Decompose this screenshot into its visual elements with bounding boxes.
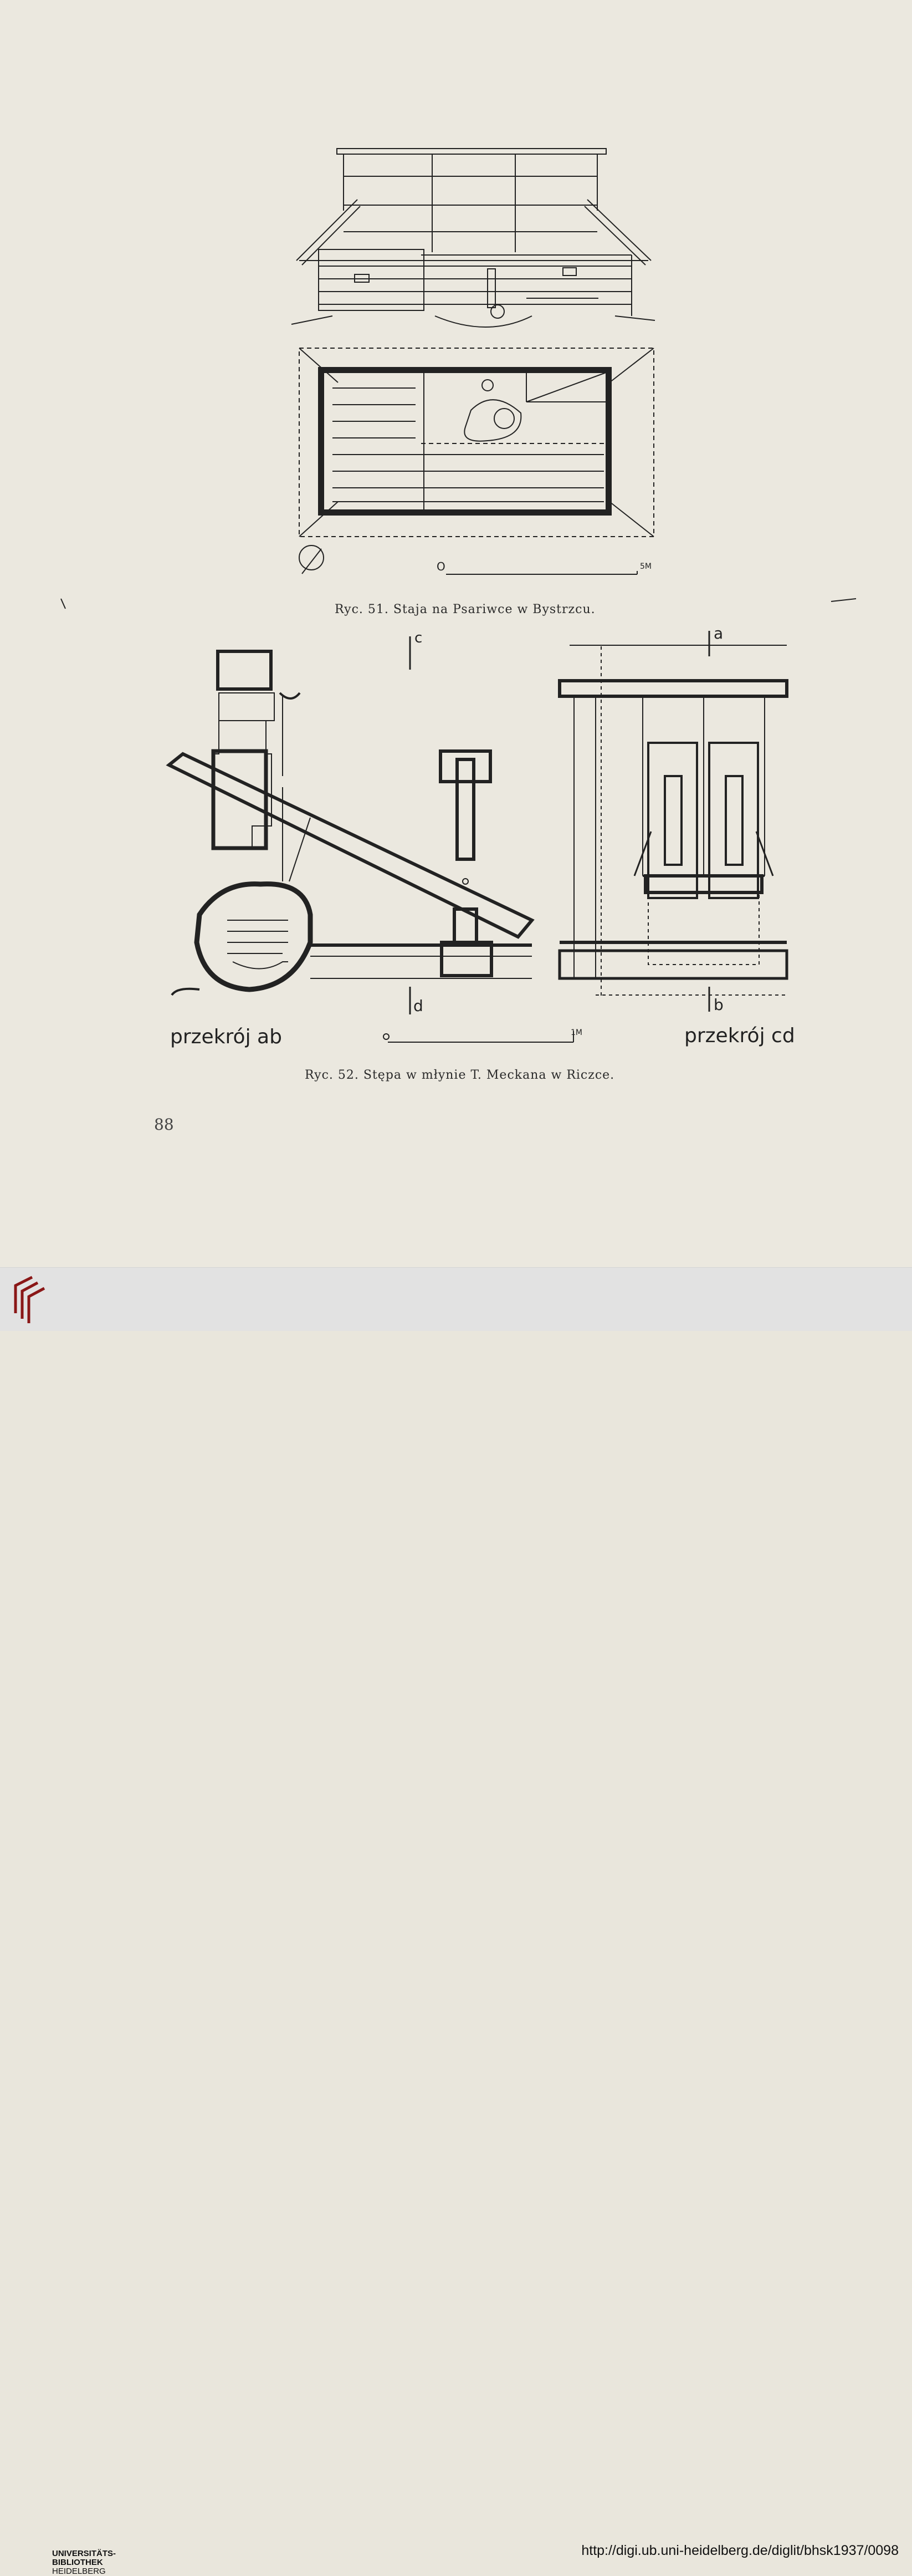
footer-bar (0, 1267, 912, 2576)
label-b: b (714, 996, 724, 1014)
figure-52-caption: Ryc. 52. Stępa w młynie T. Meckana w Riczce. (305, 1068, 615, 1082)
section-cd-label: przekrój cd (684, 1024, 795, 1047)
page-number: 88 (154, 1115, 174, 1134)
scanned-page (0, 0, 912, 1267)
logo-line-1: UNIVERSITÄTS- (52, 2549, 116, 2558)
library-logo-icon (10, 1274, 54, 1324)
figure-51-caption: Ryc. 51. Staja na Psariwce w Bystrzcu. (335, 603, 596, 616)
section-ab-label: przekrój ab (170, 1026, 282, 1048)
label-c: c (414, 630, 423, 646)
source-url-link[interactable]: http://digi.ub.uni-heidelberg.de/diglit/bhsk1937/0098 (581, 2543, 899, 2558)
label-d: d (413, 997, 423, 1015)
figure-51-scale-end: 5M (640, 562, 652, 571)
logo-line-3: HEIDELBERG (52, 2567, 106, 2576)
label-a: a (714, 624, 724, 642)
library-logo-text (52, 2549, 116, 2576)
figure-52-scale-end: 1M (571, 1028, 582, 1037)
logo-line-2: BIBLIOTHEK (52, 2558, 103, 2567)
figure-51-scale-zero: O (437, 560, 445, 573)
